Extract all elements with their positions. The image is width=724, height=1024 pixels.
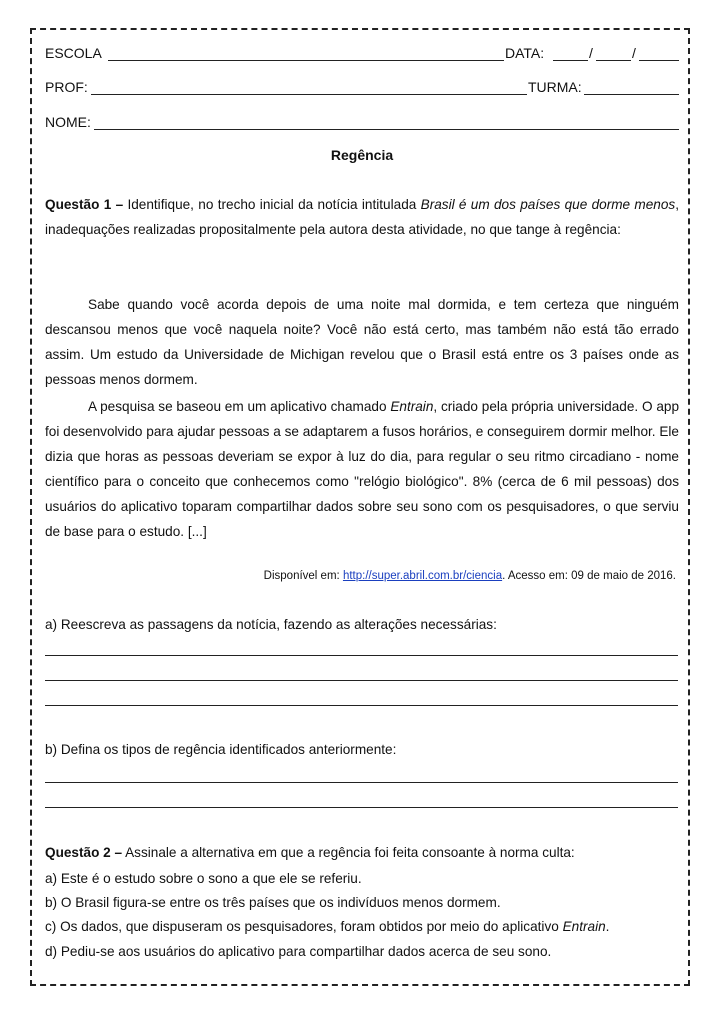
- option-c-app-name: Entrain: [562, 919, 606, 934]
- source-link[interactable]: http://super.abril.com.br/ciencia: [342, 570, 503, 582]
- news-title: Brasil é um dos países que dorme menos: [420, 197, 676, 212]
- app-name: Entrain: [390, 399, 434, 414]
- paragraph2-start: A pesquisa se baseou em um aplicativo chamado: [88, 399, 391, 414]
- date-year-field[interactable]: [639, 60, 679, 61]
- question1-text-end: , inadequações realizadas propositalmente pela autora desta atividade, no que tange à regência:: [45, 197, 679, 237]
- date-day-field[interactable]: [553, 60, 588, 61]
- turma-label: TURMA:: [528, 79, 582, 95]
- question2-text: Assinale a alternativa em que a regência foi feita consoante à norma culta:: [122, 845, 575, 860]
- option-b[interactable]: b) O Brasil figura-se entre os três países que os indivíduos menos dormem.: [45, 895, 501, 910]
- worksheet-page: [30, 28, 690, 986]
- nome-label: NOME:: [45, 114, 91, 130]
- prof-field[interactable]: [91, 94, 527, 95]
- nome-field[interactable]: [94, 129, 679, 130]
- date-month-field[interactable]: [596, 60, 631, 61]
- prof-label: PROF:: [45, 79, 88, 95]
- question1-item-a: a) Reescreva as passagens da notícia, fazendo as alterações necessárias:: [45, 617, 497, 632]
- answer-line[interactable]: [45, 807, 678, 808]
- escola-field[interactable]: [108, 60, 504, 61]
- date-separator: /: [589, 45, 593, 61]
- question1-item-b: b) Defina os tipos de regência identificados anteriormente:: [45, 742, 397, 757]
- paragraph2-rest: , criado pela própria universidade. O app foi desenvolvido para ajudar pessoas a se adaptarem a fusos horários, e conseguirem dormir melhor. Ele dizia que horas as pessoas deveriam se expor à luz do dia, para regular o seu ritmo circadiano - nome científico para o conceito que conhecemos como "relógio biológico". 8% (cerca de 6 mil pessoas) dos usuários do aplicativo toparam compartilhar dados sobre seu sono com os pesquisadores, o que serviu de base para o estudo. [...]: [45, 399, 680, 539]
- source-citation: [264, 570, 676, 582]
- answer-line[interactable]: [45, 655, 678, 656]
- option-c-end: .: [605, 919, 610, 934]
- date-separator: /: [632, 45, 636, 61]
- turma-field[interactable]: [584, 94, 679, 95]
- news-paragraph-2: [45, 394, 679, 544]
- option-a[interactable]: a) Este é o estudo sobre o sono a que ele se referiu.: [45, 871, 362, 886]
- news-paragraph-1: Sabe quando você acorda depois de uma noite mal dormida, e tem certeza que ninguém descansou menos que você naquela noite? Você não está certo, mas também não está tão errado assim. Um estudo da Universidade de Michigan revelou que o Brasil está entre os 3 países onde as pessoas menos dormem.: [45, 297, 679, 387]
- option-d[interactable]: d) Pediu-se aos usuários do aplicativo para compartilhar dados acerca de seu sono.: [45, 944, 552, 959]
- option-c-text: c) Os dados, que dispuseram os pesquisadores, foram obtidos por meio do aplicativo: [45, 919, 563, 934]
- answer-line[interactable]: [45, 680, 678, 681]
- question1-label: Questão 1 –: [45, 197, 124, 212]
- data-label: DATA:: [505, 45, 545, 61]
- question2-intro: [45, 840, 575, 865]
- question1-intro: [45, 192, 679, 242]
- escola-label: ESCOLA: [45, 45, 102, 61]
- option-c[interactable]: [45, 918, 609, 936]
- answer-line[interactable]: [45, 782, 678, 783]
- answer-line[interactable]: [45, 705, 678, 706]
- source-prefix: Disponível em:: [263, 570, 343, 582]
- question1-text: Identifique, no trecho inicial da notícia intitulada: [123, 197, 421, 212]
- page-title: Regência: [330, 147, 394, 163]
- question2-label: Questão 2 –: [45, 845, 123, 860]
- source-suffix: . Acesso em: 09 de maio de 2016.: [502, 570, 676, 582]
